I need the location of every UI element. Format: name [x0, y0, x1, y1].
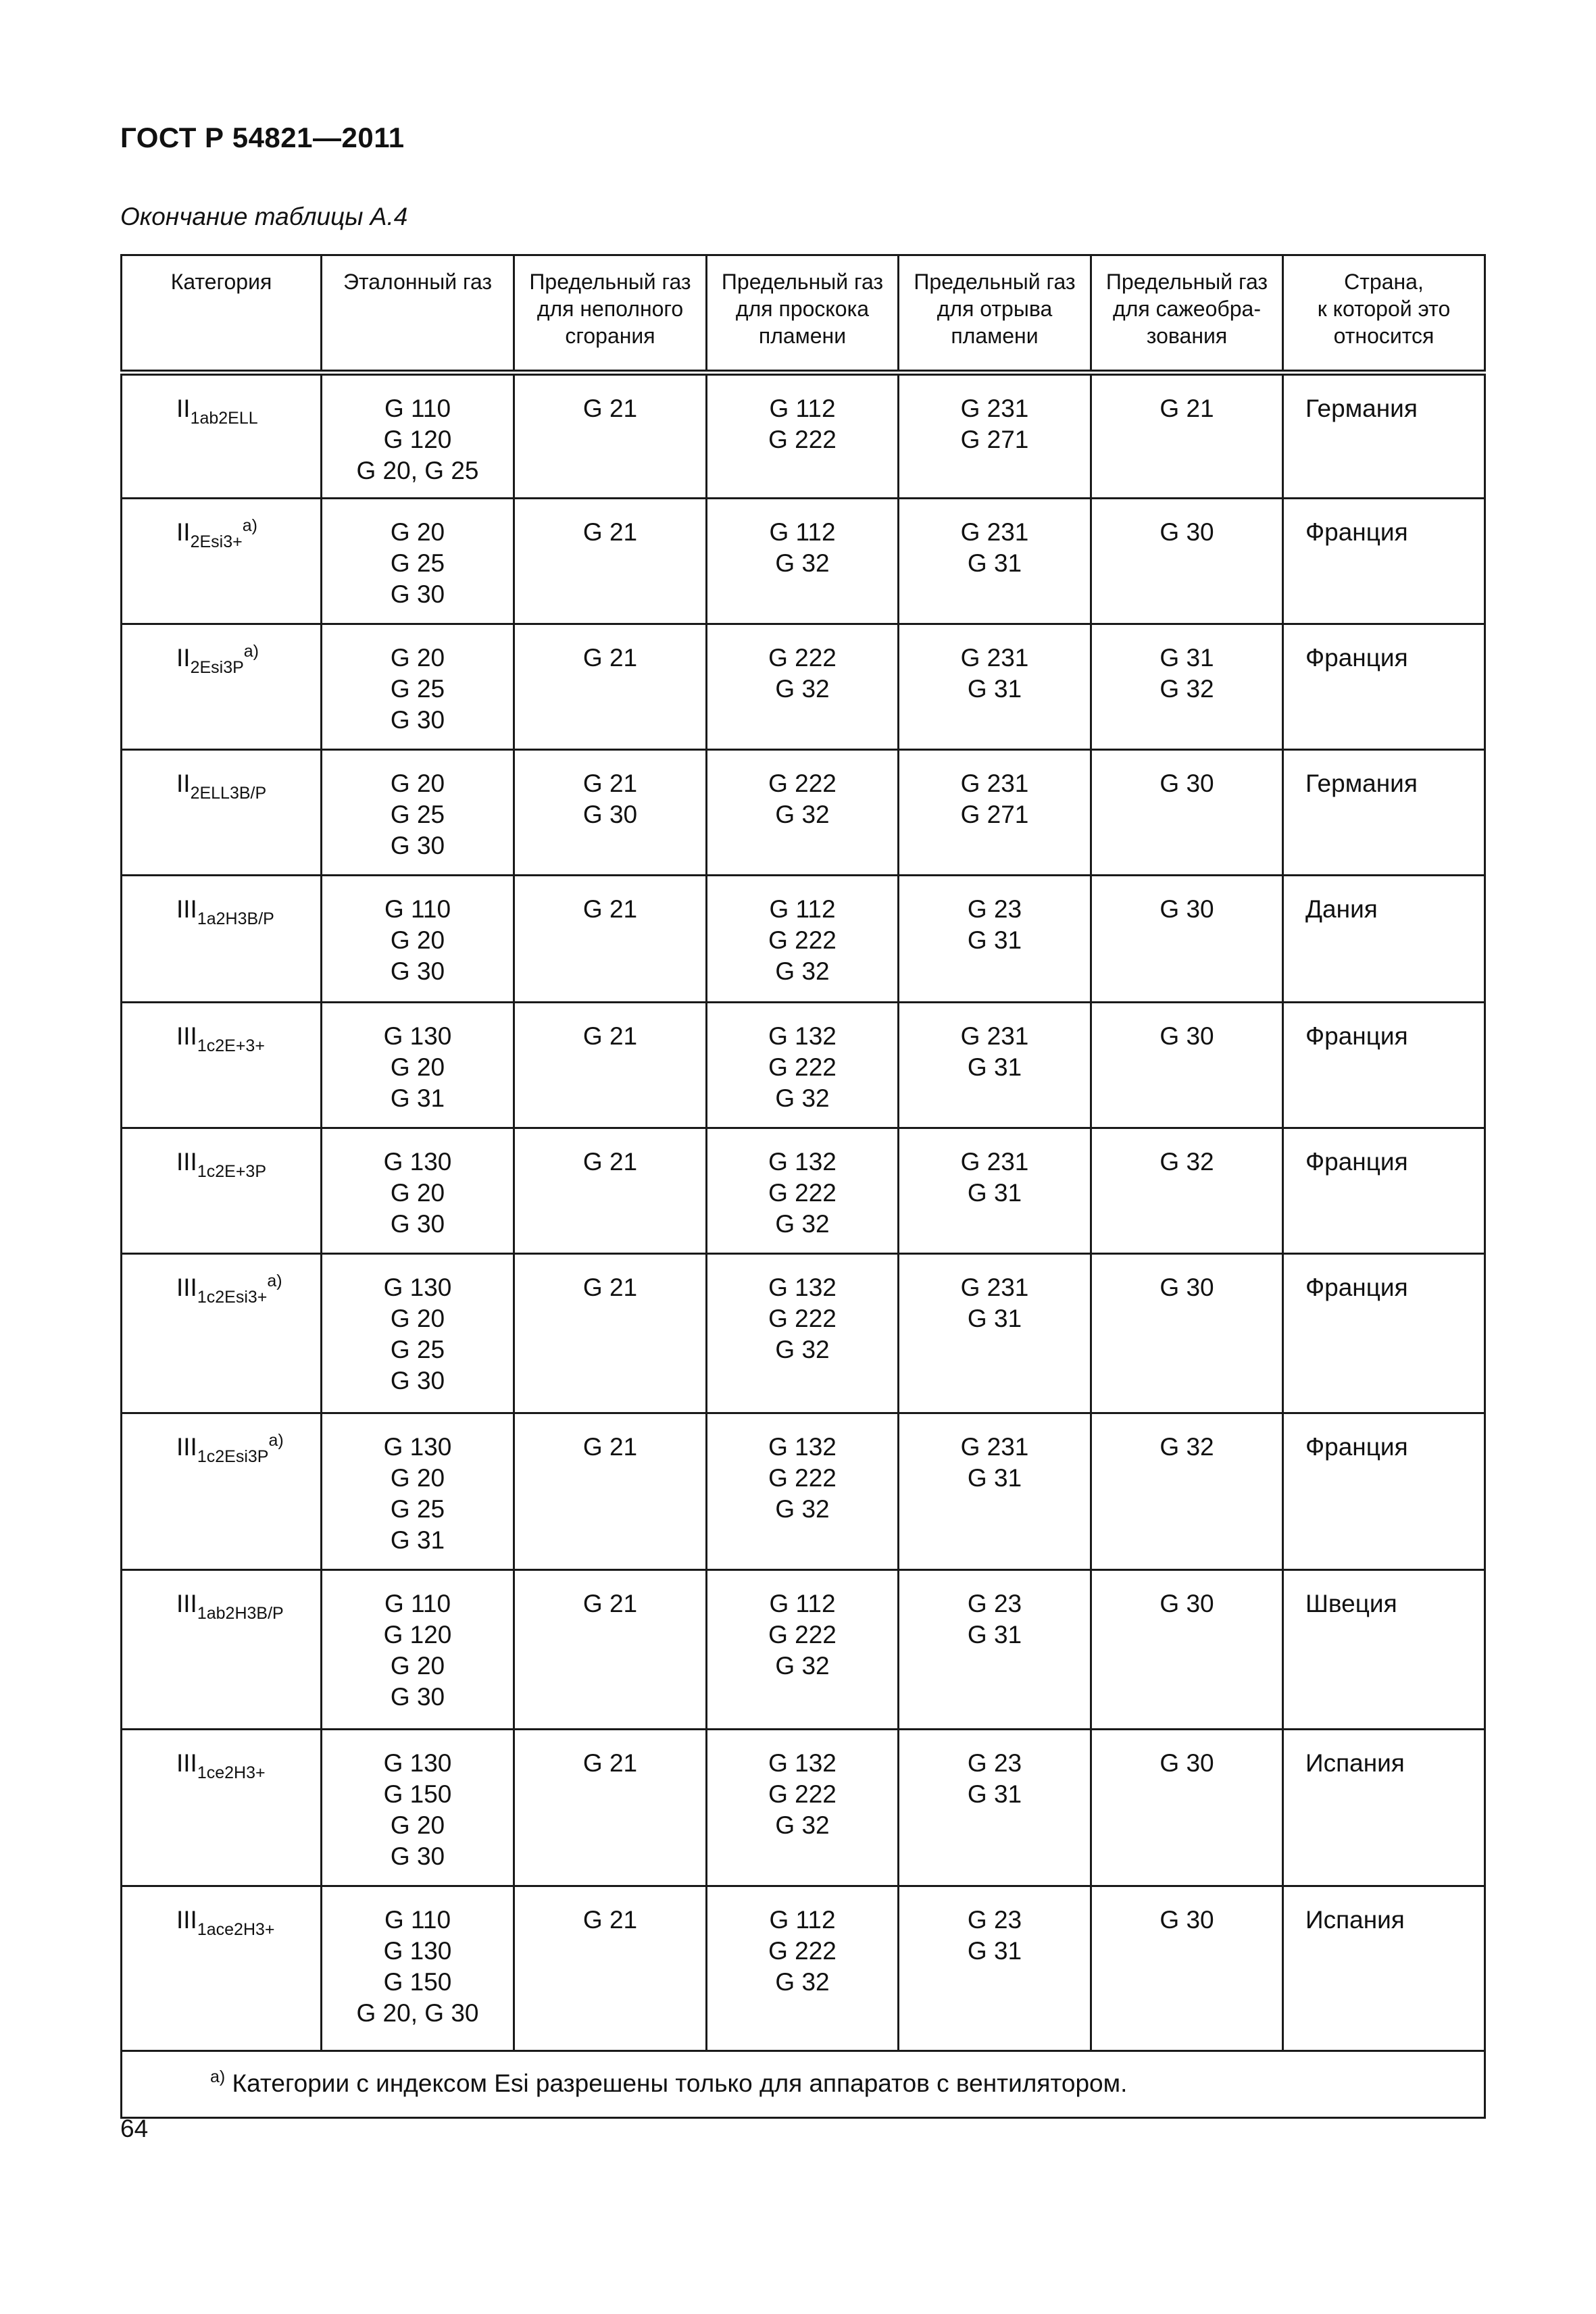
- category-main: II: [176, 644, 191, 672]
- gas-value: G 222: [768, 1937, 837, 1965]
- gas-value: G 31: [967, 926, 1022, 954]
- gas-value: G 112: [769, 895, 836, 923]
- category-main: III: [176, 1274, 197, 1301]
- flashback-cell: [707, 499, 899, 624]
- table-row: [122, 750, 1485, 876]
- incomplete-combustion-cell: [514, 750, 707, 876]
- flashback-cell: [707, 624, 899, 750]
- flashback-cell: [707, 1886, 899, 2051]
- incomplete-combustion-cell: [514, 1128, 707, 1254]
- country-name: Испания: [1305, 1906, 1405, 1934]
- gas-value: G 20: [390, 644, 445, 672]
- gas-value: G 132: [768, 1148, 837, 1176]
- gas-value: G 25: [390, 675, 445, 703]
- reference-gas-cell: [322, 373, 514, 499]
- category-main: III: [176, 1148, 197, 1176]
- gas-value: G 30: [1159, 770, 1214, 797]
- flame-lift-cell: [899, 499, 1091, 624]
- gas-value: G 25: [390, 801, 445, 828]
- flashback-cell: [707, 1254, 899, 1413]
- incomplete-combustion-cell: [514, 1254, 707, 1413]
- gas-value: G 32: [775, 801, 830, 828]
- country-cell: [1283, 1254, 1485, 1413]
- category-index: 1c2Esi3+: [197, 1288, 268, 1307]
- category-cell: [122, 750, 322, 876]
- column-header-line: Эталонный газ: [343, 270, 493, 294]
- gas-value: G 30: [390, 1683, 445, 1711]
- reference-gas-cell: [322, 750, 514, 876]
- gas-value: G 222: [768, 1464, 837, 1492]
- country-name: Франция: [1305, 1433, 1408, 1461]
- gas-value: G 222: [768, 644, 837, 672]
- gas-value: G 271: [960, 801, 1029, 828]
- table-caption: Окончание таблицы А.4: [120, 203, 408, 230]
- gas-value: G 30: [1159, 895, 1214, 923]
- incomplete-combustion-cell: [514, 1413, 707, 1570]
- gas-value: G 20: [390, 1179, 445, 1207]
- reference-gas-cell: [322, 1254, 514, 1413]
- country-name: Франция: [1305, 1148, 1408, 1176]
- gas-value: G 31: [390, 1084, 445, 1112]
- country-cell: [1283, 1570, 1485, 1730]
- column-header-line: пламени: [951, 324, 1039, 348]
- gas-value: G 32: [775, 1495, 830, 1523]
- table-row: [122, 1730, 1485, 1886]
- gas-value: G 130: [383, 1433, 452, 1461]
- category-main: II: [176, 395, 191, 422]
- gas-value: G 21: [582, 395, 638, 422]
- country-name: Германия: [1305, 395, 1418, 422]
- gas-value: G 32: [775, 1336, 830, 1363]
- gas-value: G 21: [582, 1433, 638, 1461]
- category-index: 2Esi3P: [190, 658, 244, 677]
- column-header-line: Категория: [170, 270, 272, 294]
- category-main: III: [176, 1749, 197, 1777]
- table-row: [122, 876, 1485, 1003]
- category-index: 1ce2H3+: [197, 1763, 266, 1782]
- gas-value: G 130: [383, 1937, 452, 1965]
- flame-lift-cell: [899, 1730, 1091, 1886]
- category-main: III: [176, 1022, 197, 1050]
- category-footnote-marker: a): [243, 642, 259, 661]
- gas-value: G 31: [967, 1464, 1022, 1492]
- category-index: 1ab2H3B/P: [197, 1604, 284, 1623]
- sooting-cell: [1091, 750, 1283, 876]
- page-number: 64: [120, 2115, 149, 2142]
- country-cell: [1283, 1730, 1485, 1886]
- gas-value: G 222: [768, 1179, 837, 1207]
- gas-value: G 31: [967, 1305, 1022, 1332]
- gas-value: G 112: [769, 395, 836, 422]
- category-main: III: [176, 1433, 197, 1461]
- gas-value: G 110: [384, 895, 451, 923]
- category-index: 1ab2ELL: [190, 409, 258, 428]
- incomplete-combustion-cell: [514, 1570, 707, 1730]
- gas-value: G 150: [383, 1780, 452, 1808]
- country-cell: [1283, 499, 1485, 624]
- reference-gas-cell: [322, 499, 514, 624]
- gas-value: G 21: [582, 1590, 638, 1617]
- table-row: [122, 499, 1485, 624]
- category-cell: [122, 1886, 322, 2051]
- sooting-cell: [1091, 1570, 1283, 1730]
- gas-value: G 110: [384, 1906, 451, 1934]
- incomplete-combustion-cell: [514, 1003, 707, 1128]
- column-header-line: зования: [1146, 324, 1228, 348]
- flame-lift-cell: [899, 876, 1091, 1003]
- flame-lift-cell: [899, 750, 1091, 876]
- gas-value: G 132: [768, 1433, 837, 1461]
- flame-lift-cell: [899, 1003, 1091, 1128]
- category-index: 1c2Esi3P: [197, 1447, 269, 1466]
- gas-value: G 222: [768, 1621, 837, 1649]
- gas-value: G 30: [1159, 1749, 1214, 1777]
- category-main: III: [176, 1590, 197, 1617]
- country-name: Франция: [1305, 1274, 1408, 1301]
- gas-value: G 30: [390, 1367, 445, 1394]
- category-footnote-marker: a): [242, 516, 257, 535]
- gas-value: G 120: [383, 426, 452, 453]
- table-row: [122, 1254, 1485, 1413]
- gas-value: G 31: [967, 1621, 1022, 1649]
- column-header-line: Предельный газ: [914, 270, 1076, 294]
- incomplete-combustion-cell: [514, 1730, 707, 1886]
- flashback-cell: [707, 1570, 899, 1730]
- gas-value: G 25: [390, 1495, 445, 1523]
- gas-value: G 110: [384, 1590, 451, 1617]
- flashback-cell: [707, 876, 899, 1003]
- gas-value: G 231: [960, 518, 1029, 546]
- gas-value: G 32: [1159, 1148, 1214, 1176]
- gas-value: G 231: [960, 395, 1029, 422]
- gas-value: G 32: [775, 549, 830, 577]
- gas-value: G 25: [390, 1336, 445, 1363]
- gas-value: G 20: [390, 1053, 445, 1081]
- gas-value: G 23: [967, 1749, 1022, 1777]
- country-cell: [1283, 1128, 1485, 1254]
- gas-value: G 21: [582, 644, 638, 672]
- flashback-cell: [707, 373, 899, 499]
- gas-value: G 222: [768, 770, 837, 797]
- gas-value: G 31: [967, 1937, 1022, 1965]
- gas-value: G 32: [775, 675, 830, 703]
- incomplete-combustion-cell: [514, 373, 707, 499]
- country-cell: [1283, 373, 1485, 499]
- flame-lift-cell: [899, 373, 1091, 499]
- gas-value: G 30: [390, 706, 445, 734]
- column-header-line: сгорания: [565, 324, 655, 348]
- gas-value: G 21: [582, 895, 638, 923]
- gas-value: G 130: [383, 1148, 452, 1176]
- sooting-cell: [1091, 624, 1283, 750]
- reference-gas-cell: [322, 1128, 514, 1254]
- flame-lift-cell: [899, 1570, 1091, 1730]
- sooting-cell: [1091, 1886, 1283, 2051]
- footnote-cell: [122, 2051, 1485, 2118]
- gas-value: G 31: [967, 675, 1022, 703]
- gas-value: G 231: [960, 1433, 1029, 1461]
- reference-gas-cell: [322, 1003, 514, 1128]
- gas-value: G 20: [390, 1305, 445, 1332]
- gas-value: G 20: [390, 770, 445, 797]
- category-cell: [122, 1128, 322, 1254]
- gas-value: G 30: [390, 1842, 445, 1870]
- gas-value: G 30: [1159, 1022, 1214, 1050]
- gas-value: G 222: [768, 1053, 837, 1081]
- category-footnote-marker: a): [268, 1431, 284, 1450]
- gas-value: G 222: [768, 426, 837, 453]
- category-main: II: [176, 770, 191, 797]
- sooting-cell: [1091, 499, 1283, 624]
- gas-value: G 32: [775, 957, 830, 985]
- gas-value: G 30: [1159, 1906, 1214, 1934]
- flame-lift-cell: [899, 1254, 1091, 1413]
- table-row: [122, 1003, 1485, 1128]
- gas-value: G 231: [960, 1022, 1029, 1050]
- gas-value: G 130: [383, 1749, 452, 1777]
- category-footnote-marker: a): [267, 1272, 282, 1290]
- country-cell: [1283, 624, 1485, 750]
- gas-categories-table: [120, 254, 1486, 2119]
- gas-value: G 23: [967, 1590, 1022, 1617]
- column-header-category: [122, 255, 322, 373]
- column-header-flashback-gas: [707, 255, 899, 373]
- gas-value: G 32: [775, 1968, 830, 1996]
- category-cell: [122, 624, 322, 750]
- gas-value: G 31: [967, 1179, 1022, 1207]
- column-header-line: для проскока: [735, 297, 870, 321]
- gas-value: G 120: [383, 1621, 452, 1649]
- category-index: 2Esi3+: [190, 532, 243, 551]
- flame-lift-cell: [899, 624, 1091, 750]
- gas-value: G 21: [582, 1749, 638, 1777]
- gas-value: G 31: [967, 1053, 1022, 1081]
- gas-value: G 32: [1159, 675, 1214, 703]
- gas-value: G 132: [768, 1022, 837, 1050]
- gas-value: G 30: [390, 1210, 445, 1238]
- flashback-cell: [707, 1730, 899, 1886]
- table-header-row: [122, 255, 1485, 373]
- gas-value: G 30: [1159, 518, 1214, 546]
- reference-gas-cell: [322, 1730, 514, 1886]
- column-header-line: Страна,: [1344, 270, 1424, 294]
- country-name: Швеция: [1305, 1590, 1397, 1617]
- incomplete-combustion-cell: [514, 876, 707, 1003]
- gas-value: G 112: [769, 518, 836, 546]
- column-header-sooting-gas: [1091, 255, 1283, 373]
- gas-value: G 32: [775, 1811, 830, 1839]
- sooting-cell: [1091, 1254, 1283, 1413]
- sooting-cell: [1091, 876, 1283, 1003]
- gas-value: G 21: [582, 1906, 638, 1934]
- gas-value: G 222: [768, 1305, 837, 1332]
- footnote-row: [122, 2051, 1485, 2118]
- gas-value: G 130: [383, 1274, 452, 1301]
- gas-value: G 30: [1159, 1274, 1214, 1301]
- country-cell: [1283, 1003, 1485, 1128]
- category-cell: [122, 373, 322, 499]
- gas-value: G 21: [582, 1022, 638, 1050]
- category-index: 1ace2H3+: [197, 1920, 275, 1939]
- gas-value: G 271: [960, 426, 1029, 453]
- category-cell: [122, 1003, 322, 1128]
- gas-value: G 20, G 30: [356, 1999, 479, 2027]
- column-header-line: для отрыва: [937, 297, 1053, 321]
- table-row: [122, 373, 1485, 499]
- country-name: Дания: [1305, 895, 1378, 923]
- gas-value: G 32: [775, 1084, 830, 1112]
- gas-value: G 110: [384, 395, 451, 422]
- gas-value: G 23: [967, 1906, 1022, 1934]
- category-cell: [122, 1730, 322, 1886]
- column-header-incomplete-combustion-gas: [514, 255, 707, 373]
- column-header-line: пламени: [758, 324, 847, 348]
- country-cell: [1283, 876, 1485, 1003]
- footnote-marker: а): [210, 2067, 226, 2086]
- table-row: [122, 1570, 1485, 1730]
- incomplete-combustion-cell: [514, 624, 707, 750]
- gas-value: G 30: [390, 580, 445, 608]
- document-header: ГОСТ Р 54821—2011: [120, 122, 405, 153]
- category-main: III: [176, 1906, 197, 1934]
- gas-value: G 21: [582, 518, 638, 546]
- gas-value: G 20: [390, 1652, 445, 1680]
- flashback-cell: [707, 1128, 899, 1254]
- reference-gas-cell: [322, 1886, 514, 2051]
- column-header-line: относится: [1333, 324, 1435, 348]
- sooting-cell: [1091, 373, 1283, 499]
- gas-value: G 23: [967, 895, 1022, 923]
- gas-value: G 21: [582, 1274, 638, 1301]
- column-header-line: для сажеобра-: [1113, 297, 1261, 321]
- country-name: Германия: [1305, 770, 1418, 797]
- column-header-line: Предельный газ: [1105, 270, 1268, 294]
- gas-value: G 32: [1159, 1433, 1214, 1461]
- flame-lift-cell: [899, 1128, 1091, 1254]
- gas-value: G 31: [967, 549, 1022, 577]
- column-header-flame-lift-gas: [899, 255, 1091, 373]
- column-header-reference-gas: [322, 255, 514, 373]
- flame-lift-cell: [899, 1886, 1091, 2051]
- gas-value: G 130: [383, 1022, 452, 1050]
- gas-value: G 20: [390, 1464, 445, 1492]
- category-main: II: [176, 518, 191, 546]
- sooting-cell: [1091, 1730, 1283, 1886]
- flame-lift-cell: [899, 1413, 1091, 1570]
- gas-value: G 20: [390, 518, 445, 546]
- gas-value: G 32: [775, 1652, 830, 1680]
- incomplete-combustion-cell: [514, 499, 707, 624]
- category-index: 2ELL3B/P: [190, 784, 267, 803]
- gas-value: G 132: [768, 1274, 837, 1301]
- category-cell: [122, 499, 322, 624]
- table-body: [122, 373, 1485, 2051]
- gas-value: G 222: [768, 926, 837, 954]
- category-cell: [122, 1254, 322, 1413]
- country-name: Франция: [1305, 1022, 1408, 1050]
- gas-value: G 21: [1159, 395, 1214, 422]
- reference-gas-cell: [322, 1413, 514, 1570]
- gas-value: G 231: [960, 770, 1029, 797]
- footnote-text: Категории с индексом Esi разрешены только для аппаратов с вентилятором.: [232, 2069, 1128, 2097]
- gas-value: G 30: [582, 801, 638, 828]
- gas-value: G 21: [582, 1148, 638, 1176]
- reference-gas-cell: [322, 1570, 514, 1730]
- category-main: III: [176, 895, 197, 923]
- sooting-cell: [1091, 1003, 1283, 1128]
- gas-value: G 222: [768, 1780, 837, 1808]
- gas-value: G 231: [960, 644, 1029, 672]
- gas-value: G 112: [769, 1906, 836, 1934]
- gas-value: G 21: [582, 770, 638, 797]
- country-name: Испания: [1305, 1749, 1405, 1777]
- sooting-cell: [1091, 1128, 1283, 1254]
- table-row: [122, 1413, 1485, 1570]
- table-row: [122, 624, 1485, 750]
- gas-value: G 30: [390, 957, 445, 985]
- gas-value: G 30: [390, 832, 445, 859]
- gas-value: G 25: [390, 549, 445, 577]
- gas-value: G 32: [775, 1210, 830, 1238]
- gas-value: G 231: [960, 1148, 1029, 1176]
- gas-value: G 20: [390, 926, 445, 954]
- gas-value: G 31: [967, 1780, 1022, 1808]
- country-name: Франция: [1305, 644, 1408, 672]
- table-row: [122, 1886, 1485, 2051]
- category-cell: [122, 1570, 322, 1730]
- country-cell: [1283, 1413, 1485, 1570]
- country-cell: [1283, 1886, 1485, 2051]
- gas-value: G 20: [390, 1811, 445, 1839]
- gas-value: G 132: [768, 1749, 837, 1777]
- flashback-cell: [707, 1413, 899, 1570]
- incomplete-combustion-cell: [514, 1886, 707, 2051]
- gas-value: G 112: [769, 1590, 836, 1617]
- column-header-line: к которой это: [1317, 297, 1451, 321]
- country-cell: [1283, 750, 1485, 876]
- flashback-cell: [707, 750, 899, 876]
- country-name: Франция: [1305, 518, 1408, 546]
- flashback-cell: [707, 1003, 899, 1128]
- category-index: 1c2E+3P: [197, 1162, 267, 1181]
- table-row: [122, 1128, 1485, 1254]
- gas-value: G 150: [383, 1968, 452, 1996]
- column-header-line: Предельный газ: [529, 270, 691, 294]
- gas-value: G 231: [960, 1274, 1029, 1301]
- gas-value: G 31: [1159, 644, 1214, 672]
- reference-gas-cell: [322, 876, 514, 1003]
- sooting-cell: [1091, 1413, 1283, 1570]
- gas-value: G 20, G 25: [356, 457, 479, 484]
- gas-value: G 30: [1159, 1590, 1214, 1617]
- gas-value: G 31: [390, 1526, 445, 1554]
- category-index: 1c2E+3+: [197, 1036, 265, 1055]
- category-cell: [122, 876, 322, 1003]
- reference-gas-cell: [322, 624, 514, 750]
- category-cell: [122, 1413, 322, 1570]
- category-index: 1a2H3B/P: [197, 909, 274, 928]
- column-header-line: для неполного: [537, 297, 684, 321]
- column-header-country: [1283, 255, 1485, 373]
- column-header-line: Предельный газ: [721, 270, 884, 294]
